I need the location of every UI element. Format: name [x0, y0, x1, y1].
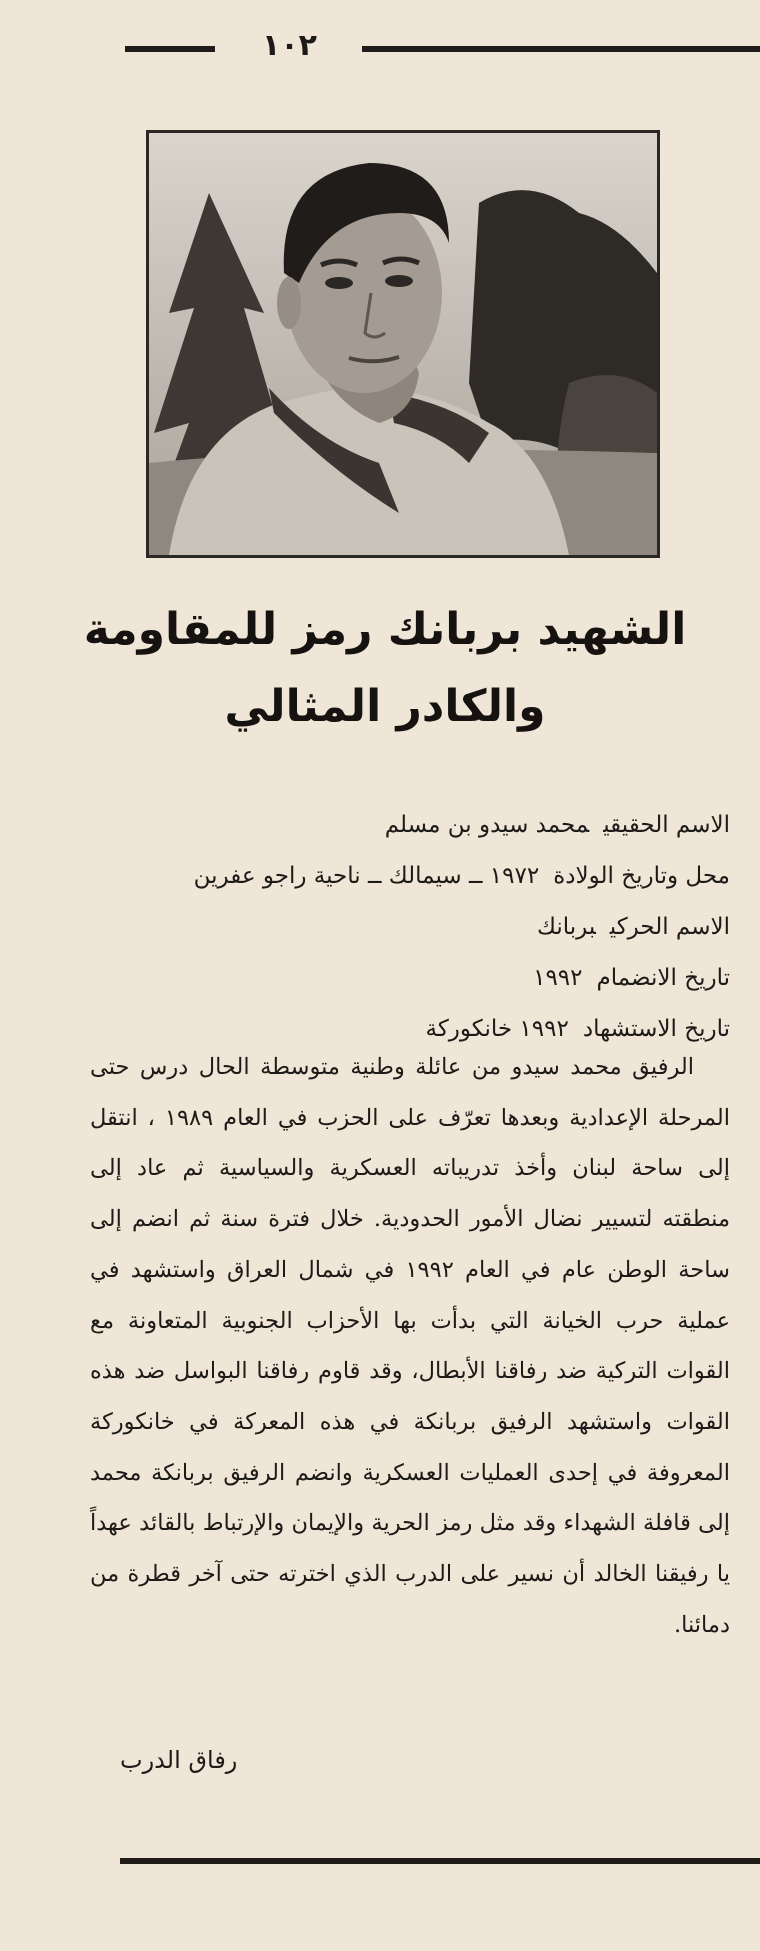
page-number: ١٠٢: [262, 28, 317, 63]
fact-label: تاريخ الاستشهاد: [582, 1016, 730, 1042]
signature: رفاق الدرب: [120, 1746, 238, 1774]
portrait-illustration: [149, 133, 657, 555]
header-rule-left: [125, 46, 215, 52]
fact-value: ١٩٧٢ ــ سيمالك ــ ناحية راجو عفرين: [193, 863, 540, 889]
fact-value: ١٩٩٢: [533, 965, 583, 991]
fact-label: الاسم الحركي: [609, 914, 730, 940]
footer-rule: [120, 1858, 760, 1864]
biography-paragraph: الرفيق محمد سيدو من عائلة وطنية متوسطة الحال درس حتى المرحلة الإعدادية وبعدها تعرّف على الحزب في العام ١٩٨٩ ، انتقل إلى ساحة لبنان وأخذ تدريباته العسكرية والسياسية ثم عاد إلى منطقته لتسيير نضال الأمور الحدودية. خلال فترة سنة ثم انضم إلى ساحة الوطن عام في العام ١٩٩٢ في شمال العراق واستشهد في عملية حرب الخيانة التي بدأت بها الأحزاب الجنوبية المتعاونة مع القوات التركية ضد رفاقنا الأبطال، وقد قاوم رفاقنا البواسل ضد هذه القوات واستشهد الرفيق بربانكة في هذه المعركة في خانكوركة المعروفة في إحدى العمليات العسكرية وانضم الرفيق بربانكة محمد إلى قافلة الشهداء وقد مثل رمز الحرية والإيمان والإرتباط بالقائد عهداً يا رفيقنا الخالد أن نسير على الدرب الذي اخترته حتى آخر قطرة من دمائنا.: [90, 1054, 731, 1638]
article-title-line-2: والكادر المثالي: [224, 681, 546, 732]
biographical-facts: [90, 800, 730, 1055]
fact-label: محل وتاريخ الولادة: [553, 863, 730, 889]
fact-nom-de-guerre: [90, 902, 730, 953]
header-rule-right: [362, 46, 760, 52]
fact-value: ١٩٩٢ خانكوركة: [425, 1016, 569, 1042]
fact-real-name: [90, 800, 730, 851]
article-title-line-1: الشهيد بربانك رمز للمقاومة: [83, 604, 687, 655]
fact-value: بربانك: [536, 914, 596, 940]
fact-label: الاسم الحقيقي: [603, 812, 730, 838]
fact-join-date: [90, 953, 730, 1004]
fact-value: محمد سيدو بن مسلم: [384, 812, 590, 838]
fact-birth: [90, 851, 730, 902]
portrait-photo: [146, 130, 660, 558]
fact-label: تاريخ الانضمام: [596, 965, 730, 991]
biography-text: [90, 1042, 730, 1650]
